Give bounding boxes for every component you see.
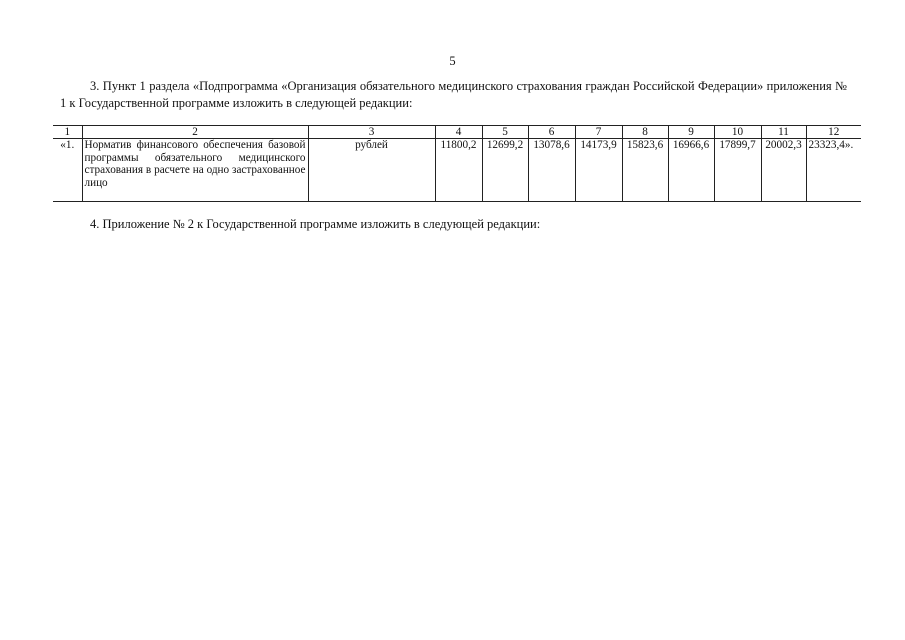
indicator-table bbox=[53, 125, 861, 202]
header-cell: 4 bbox=[435, 126, 482, 139]
value-cell: 16966,6 bbox=[668, 139, 714, 202]
header-cell: 8 bbox=[622, 126, 668, 139]
header-cell: 10 bbox=[714, 126, 761, 139]
unit-cell: рублей bbox=[308, 139, 435, 202]
indicator-name: Норматив финансового обеспечения базовой программы обязательного медицинского страхования в расчете на одно застрахованное лицо bbox=[82, 139, 308, 202]
header-cell: 1 bbox=[53, 126, 82, 139]
header-cell: 2 bbox=[82, 126, 308, 139]
value-cell: 11800,2 bbox=[435, 139, 482, 202]
paragraph-4: 4. Приложение № 2 к Государственной программе изложить в следующей редакции: bbox=[90, 217, 541, 231]
table-row bbox=[53, 139, 861, 202]
header-cell: 5 bbox=[482, 126, 528, 139]
header-cell: 7 bbox=[575, 126, 622, 139]
table-header-row bbox=[53, 126, 861, 139]
header-cell: 12 bbox=[806, 126, 861, 139]
paragraph-3: 3. Пункт 1 раздела «Подпрограмма «Организация обязательного медицинского страхования граждан Российской Федерации» приложения № 1 к Государственной программе изложить в следующей редакции: bbox=[60, 79, 847, 110]
row-number: «1. bbox=[53, 139, 82, 202]
value-cell: 23323,4». bbox=[806, 139, 861, 202]
header-cell: 11 bbox=[761, 126, 806, 139]
value-cell: 12699,2 bbox=[482, 139, 528, 202]
page-number: 5 bbox=[449, 54, 456, 68]
header-cell: 9 bbox=[668, 126, 714, 139]
value-cell: 13078,6 bbox=[528, 139, 575, 202]
value-cell: 17899,7 bbox=[714, 139, 761, 202]
value-cell: 15823,6 bbox=[622, 139, 668, 202]
header-cell: 6 bbox=[528, 126, 575, 139]
value-cell: 14173,9 bbox=[575, 139, 622, 202]
header-cell: 3 bbox=[308, 126, 435, 139]
value-cell: 20002,3 bbox=[761, 139, 806, 202]
